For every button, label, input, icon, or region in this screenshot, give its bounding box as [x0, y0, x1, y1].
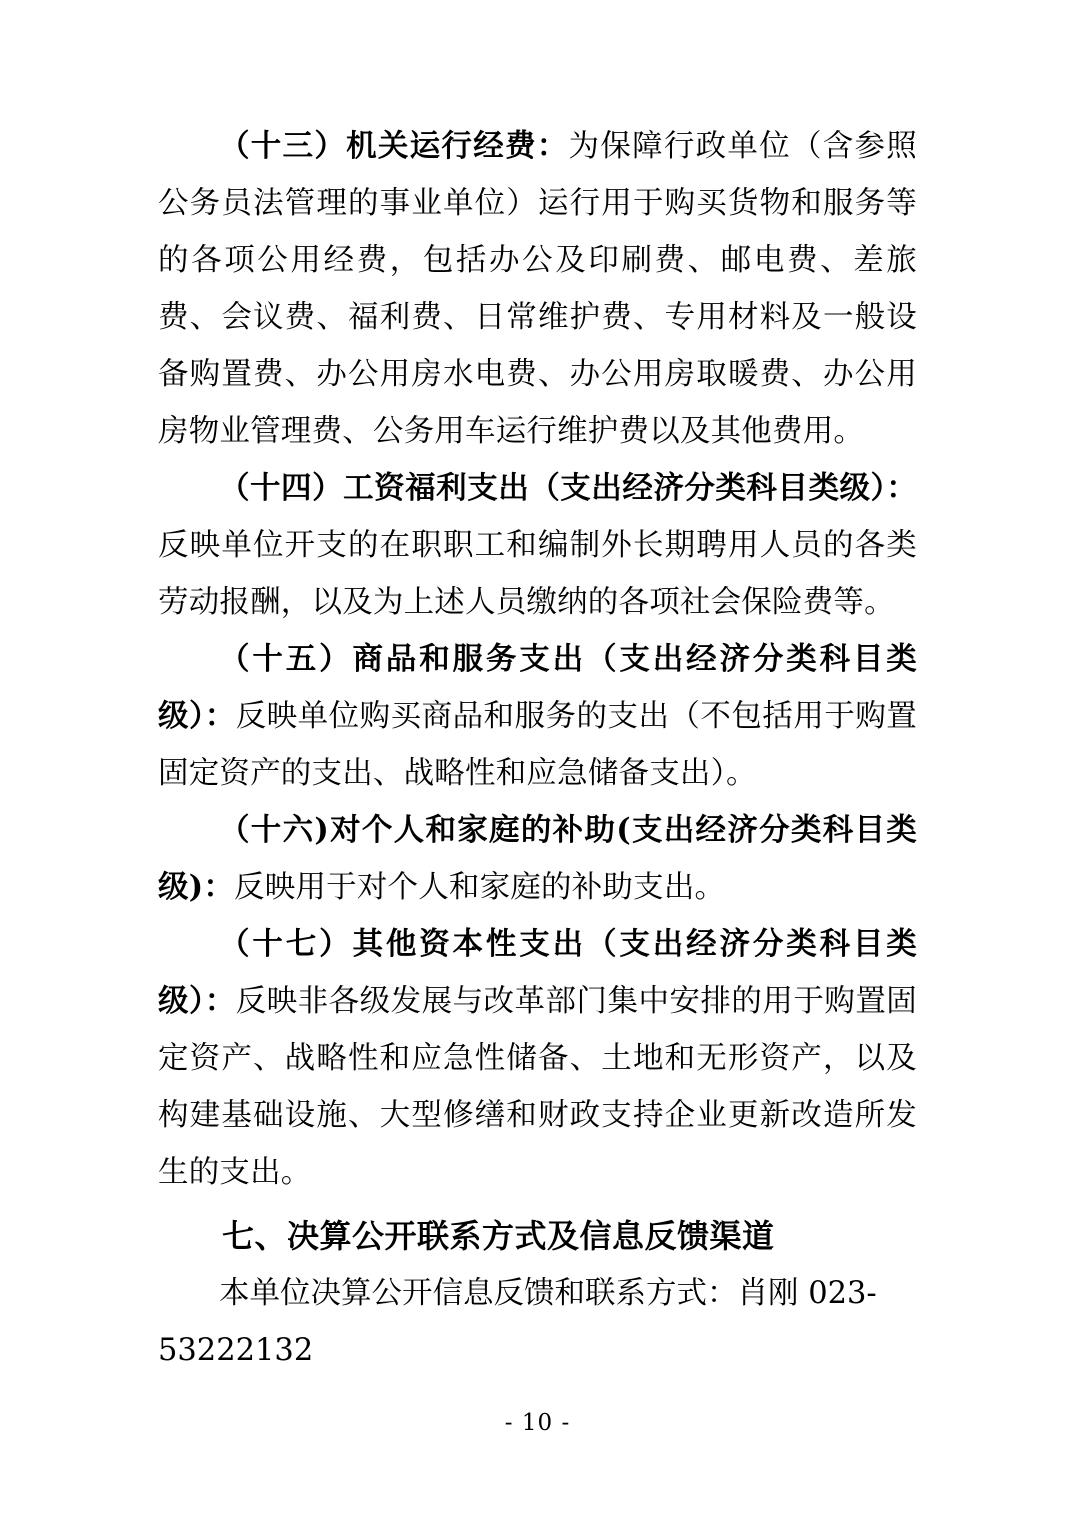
paragraph-16-lead: （十六)对个人和家庭的补助(支出经济分类科目类级)： — [158, 812, 917, 905]
paragraph-14-body: 反映单位开支的在职职工和编制外长期聘用人员的各类劳动报酬，以及为上述人员缴纳的各项社会保险费等。 — [158, 528, 917, 620]
paragraph-17-body: 反映非各级发展与改革部门集中安排的用于购置固定资产、战略性和应急性储备、土地和无形资产，以及构建基础设施、大型修缮和财政支持企业更新改造所发生的支出。 — [158, 984, 917, 1190]
paragraph-13-lead: （十三）机关运行经费： — [219, 128, 569, 164]
paragraph-13 — [158, 118, 917, 460]
paragraph-14-lead: （十四）工资福利支出（支出经济分类科目类级）： — [219, 470, 917, 506]
paragraph-17 — [158, 916, 917, 1201]
paragraph-17-lead: （十七）其他资本性支出（支出经济分类科目类级）： — [158, 926, 917, 1019]
paragraph-14 — [158, 460, 917, 631]
paragraph-15-body: 反映单位购买商品和服务的支出（不包括用于购置固定资产的支出、战略性和应急储备支出）。 — [158, 699, 917, 791]
page-number: - 10 - — [504, 1410, 571, 1436]
paragraph-15-lead: （十五）商品和服务支出（支出经济分类科目类级）： — [158, 641, 917, 734]
paragraph-15 — [158, 631, 917, 802]
paragraph-13-body: 为保障行政单位（含参照公务员法管理的事业单位）运行用于购买货物和服务等的各项公用经费，包括办公及印刷费、邮电费、差旅费、会议费、福利费、日常维护费、专用材料及一般设备购置费、办公用房水电费、办公用房取暖费、办公用房物业管理费、公务用车运行维护费以及其他费用。 — [158, 129, 918, 449]
paragraph-16 — [158, 802, 917, 916]
section-heading-seven: 七、决算公开联系方式及信息反馈渠道 — [222, 1217, 775, 1255]
contact-information-line: 本单位决算公开信息反馈和联系方式：肖刚 023-53222132 — [158, 1276, 877, 1368]
paragraph-16-body: 反映用于对个人和家庭的补助支出。 — [234, 870, 726, 905]
